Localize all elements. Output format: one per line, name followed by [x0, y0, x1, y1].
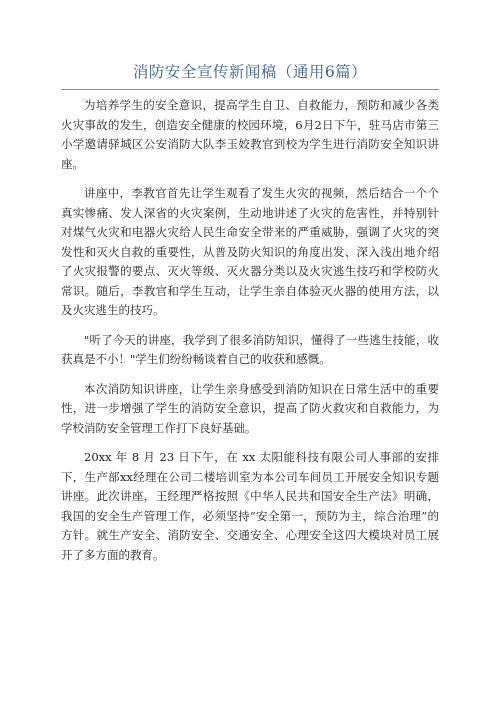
title-block: [60, 60, 440, 90]
article-body: [61, 96, 439, 575]
paragraph-4: 本次消防知识讲座，让学生亲身感受到消防知识在日常生活中的重要性，进一步增强了学生的消防安全意识，提高了防火救灾和自救能力，为学校消防安全管理工作打下良好基础。: [61, 381, 439, 435]
paragraph-1: 为培养学生的安全意识，提高学生自卫、自救能力，预防和减少各类火灾事故的发生，创造安全健康的校园环境，6月2日下午，驻马店市第三小学邀请驿城区公安消防大队李玉姣教官到校为学生进行消防安全知识讲座。: [61, 98, 439, 171]
title-underline: [61, 89, 439, 90]
paragraph-5: 20xx 年 8 月 23 日下午，在 xx 太阳能科技有限公司人事部的安排下，生产部xx经理在公司二楼培训室为本公司车间员工开展安全知识专题讲座。此次讲座，王经理严格按照《中华人民共和国安全生产法》明确，我国的安全生产管理工作，必须坚持“安全第一，预防为主，综合治理”的方针。就生产安全、消防安全、交通安全、心理安全这四大模块对员工展开了多方面的教育。: [61, 450, 439, 562]
paragraph-2: 讲座中，李教官首先让学生观看了发生火灾的视频，然后结合一个个真实惨痛、发人深省的火灾案例，生动地讲述了火灾的危害性，并特别针对煤气火灾和电器火灾给人民生命安全带来的严重威胁，强调了火灾的突发性和灭火自救的重要性，从普及防火知识的角度出发、深入浅出地介绍了火灾报警的要点、灭火等级、灭火器分类以及火灾逃生技巧和学校防火常识。随后，李教官和学生互动，让学生亲自体验灭火器的使用方法，以及火灾逃生的技巧。: [61, 186, 439, 317]
paragraph-3: "听了今天的讲座，我学到了很多消防知识，懂得了一些逃生技能，收获真是不小！"学生们纷纷畅谈着自己的收获和感慨。: [61, 332, 439, 366]
page-title: 消防安全宣传新闻稿（通用6篇）: [132, 63, 368, 81]
